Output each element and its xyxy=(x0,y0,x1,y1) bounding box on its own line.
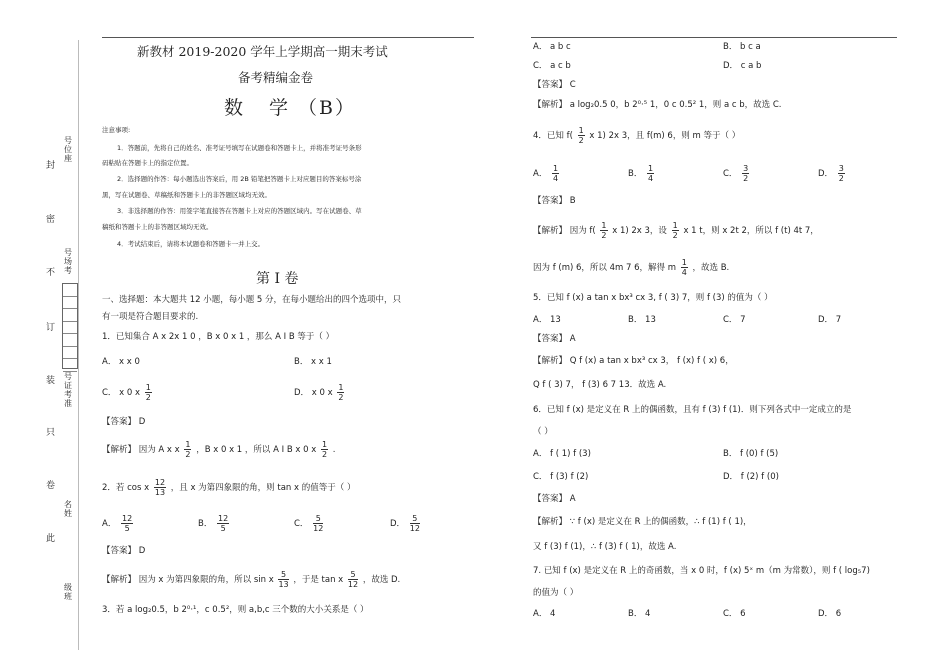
question-2: 2．若 cos x $\frac{12}{13}$ ，且 x 为第四象限的角，则 tan x 的值等于（ ） xyxy=(102,478,356,497)
fraction: $\frac{1}{2}$ xyxy=(145,383,151,402)
subject-title: 数 学 xyxy=(224,97,299,119)
option-a: A． f ( 1) f (3) xyxy=(533,449,591,459)
option-b: B． 4 xyxy=(628,609,651,619)
analysis: 因为 f (m) 6，所以 4m 7 6，解得 m $\frac{1}{4}$ ，故选 B. xyxy=(533,258,730,277)
answer-label: 【答案】 B xyxy=(533,196,576,206)
answer-label: 【答案】 C xyxy=(533,80,576,90)
fraction: $\frac{5}{13}$ xyxy=(278,570,289,589)
section-intro: 有一项是符合题目要求的. xyxy=(102,312,199,322)
analysis: 【解析】 因为 A x x $\frac{1}{2}$ ，B x 0 x 1 ，所以 A I B x 0 x $\frac{1}{2}$ . xyxy=(102,440,336,459)
option-d: D． c a b xyxy=(723,61,762,71)
analysis: Q f ( 3) 7， f (3) 6 7 13．故选 A. xyxy=(533,380,667,390)
fraction: $\frac{12}{5}$ xyxy=(218,514,229,533)
option-a: A． 4 xyxy=(533,609,556,619)
fraction: $\frac{1}{4}$ xyxy=(553,164,559,183)
paper-version: （B） xyxy=(298,97,356,119)
fraction: $\frac{5}{12}$ xyxy=(313,514,324,533)
fraction: $\frac{5}{12}$ xyxy=(409,514,420,533)
seal-char: 卷 xyxy=(46,481,56,491)
answer-label: 【答案】 A xyxy=(533,494,576,504)
fraction: $\frac{3}{2}$ xyxy=(743,164,749,183)
section-intro: 一、选择题：本大题共 12 小题，每小题 5 分，在每小题给出的四个选项中，只 xyxy=(102,295,402,305)
option-c: C． f (3) f (2) xyxy=(533,472,589,482)
fraction: $\frac{1}{2}$ xyxy=(578,126,584,145)
option-d: D． 7 xyxy=(818,315,842,325)
option-d: D． f (2) f (0) xyxy=(723,472,779,482)
question-1: 1．已知集合 A x 2x 1 0 ，B x 0 x 1 ，那么 A I B 等于（ ） xyxy=(102,332,335,342)
option-d: D． $\frac{3}{2}$ xyxy=(818,164,844,183)
option-d: D． $\frac{5}{12}$ xyxy=(390,514,420,533)
option-b: B． x x 1 xyxy=(294,357,332,367)
option-a: A． x x 0 xyxy=(102,357,140,367)
fraction: $\frac{12}{13}$ xyxy=(154,478,166,497)
answer-label: 【答案】 D xyxy=(102,417,146,427)
exam-subtitle: 备考精编金卷 xyxy=(238,70,314,85)
candidate-number-grid xyxy=(62,283,78,369)
note-line: 4．考试结束后，请将本试题卷和答题卡一并上交。 xyxy=(117,240,265,248)
fraction: $\frac{1}{2}$ xyxy=(601,221,607,240)
fraction: $\frac{1}{2}$ xyxy=(185,440,191,459)
note-line: 1．答题前，先将自己的姓名、准考证号填写在试题卷和答题卡上，并将准考证号条形 xyxy=(117,144,362,152)
option-a: A． $\frac{12}{5}$ xyxy=(102,514,133,533)
question-3: 3．若 a log₂0.5，b 2⁰·¹，c 0.5²，则 a,b,c 三个数的大小关系是（ ） xyxy=(102,605,369,615)
fraction: $\frac{1}{2}$ xyxy=(321,440,328,459)
binding-line xyxy=(78,40,79,650)
option-d: D． 6 xyxy=(818,609,842,619)
question-7: 7. 已知 f (x) 是定义在 R 上的奇函数，当 x 0 时，f (x) 5ˣ m（m 为常数），则 f ( log₅7) xyxy=(533,566,870,576)
admission-ticket-label: 号证考准 xyxy=(64,372,72,408)
seal-char: 密 xyxy=(46,215,56,225)
option-b: B． b c a xyxy=(723,42,761,52)
analysis: 【解析】 因为 x 为第四象限的角，所以 sin x $\frac{5}{13}$ ，于是 tan x $\frac{5}{12}$ ，故选 D. xyxy=(102,570,401,589)
note-line: 稿纸和答题卡上的非答题区域均无效。 xyxy=(102,223,213,231)
option-d-text: D． x 0 x xyxy=(294,388,333,398)
option-a: A． 13 xyxy=(533,315,561,325)
option-b: B． 13 xyxy=(628,315,656,325)
option-c: C． $\frac{5}{12}$ xyxy=(294,514,324,533)
question-5: 5．已知 f (x) a tan x bx³ cx 3, f ( 3) 7，则 f (3) 的值为（ ） xyxy=(533,293,773,303)
name-label: 名姓 xyxy=(64,500,72,518)
option-c: C． $\frac{3}{2}$ xyxy=(723,164,749,183)
fraction: $\frac{5}{12}$ xyxy=(347,570,359,589)
analysis: 【解析】 ∵ f (x) 是定义在 R 上的偶函数，∴ f (1) f ( 1)， xyxy=(533,517,752,527)
fraction: $\frac{3}{2}$ xyxy=(838,164,844,183)
option-a: A． a b c xyxy=(533,42,571,52)
analysis: 【解析】 Q f (x) a tan x bx³ cx 3， f (x) f ( x) 6， xyxy=(533,356,734,366)
exam-room-label: 号场考 xyxy=(64,248,72,275)
note-line: 2．选择题的作答：每小题选出答案后，用 2B 铅笔把答题卡上对应题目的答案标号涂 xyxy=(117,175,362,183)
fraction: $\frac{1}{4}$ xyxy=(648,164,654,183)
option-c: C． 6 xyxy=(723,609,746,619)
analysis: 【解析】 a log₂0.5 0，b 2⁰·⁵ 1，0 c 0.5² 1，则 a c b，故选 C. xyxy=(533,100,782,110)
seal-char: 不 xyxy=(46,268,56,278)
seal-char: 封 xyxy=(46,161,56,171)
top-rule-left xyxy=(102,37,474,38)
option-c: C． 7 xyxy=(723,315,746,325)
seal-char: 订 xyxy=(46,323,56,333)
fraction: $\frac{1}{4}$ xyxy=(681,258,687,277)
section-title: 第 Ⅰ 卷 xyxy=(256,271,299,287)
exam-title: 新教材 2019-2020 学年上学期高一期末考试 xyxy=(137,44,388,59)
option-d xyxy=(294,383,346,402)
seat-number-label: 号位座 xyxy=(64,136,72,163)
option-b: B． $\frac{1}{4}$ xyxy=(628,164,654,183)
seal-char: 只 xyxy=(46,428,56,438)
option-b: B． $\frac{12}{5}$ xyxy=(198,514,229,533)
class-label: 级班 xyxy=(64,583,72,601)
option-b: B． f (0) f (5) xyxy=(723,449,779,459)
answer-label: 【答案】 A xyxy=(533,334,576,344)
note-line: 黑，写在试题卷、草稿纸和答题卡上的非答题区域均无效。 xyxy=(102,191,271,199)
option-c-text: C． x 0 x xyxy=(102,388,141,398)
fraction: $\frac{12}{5}$ xyxy=(122,514,133,533)
analysis: 【解析】 因为 f( $\frac{1}{2}$ x 1) 2x 3，设 $\frac{1}{2}$ x 1 t，则 x 2t 2，所以 f (t) 4t 7， xyxy=(533,221,819,240)
option-c xyxy=(102,383,154,402)
option-c: C． a c b xyxy=(533,61,571,71)
top-rule-right xyxy=(531,37,897,38)
analysis: 又 f (3) f (1)，∴ f (3) f ( 1)，故选 A. xyxy=(533,542,677,552)
question-4: 4．已知 f( $\frac{1}{2}$ x 1) 2x 3，且 f(m) 6，则 m 等于（ ） xyxy=(533,126,741,145)
question-6: 6．已知 f (x) 是定义在 R 上的偶函数，且有 f (3) f (1)．则下列各式中一定成立的是 xyxy=(533,405,852,415)
question-6-cont: （ ） xyxy=(533,427,553,437)
fraction: $\frac{1}{2}$ xyxy=(338,383,344,402)
question-7-cont: 的值为（ ） xyxy=(533,588,579,598)
answer-label: 【答案】 D xyxy=(102,546,146,556)
note-line: 3．非选择题的作答：用签字笔直接答在答题卡上对应的答题区域内。写在试题卷、草 xyxy=(117,207,362,215)
notes-heading: 注意事项: xyxy=(102,126,131,134)
seal-char: 此 xyxy=(46,534,56,544)
note-line: 码粘贴在答题卡上的指定位置。 xyxy=(102,159,193,167)
seal-char: 装 xyxy=(46,376,56,386)
fraction: $\frac{1}{2}$ xyxy=(672,221,678,240)
option-a: A． $\frac{1}{4}$ xyxy=(533,164,559,183)
